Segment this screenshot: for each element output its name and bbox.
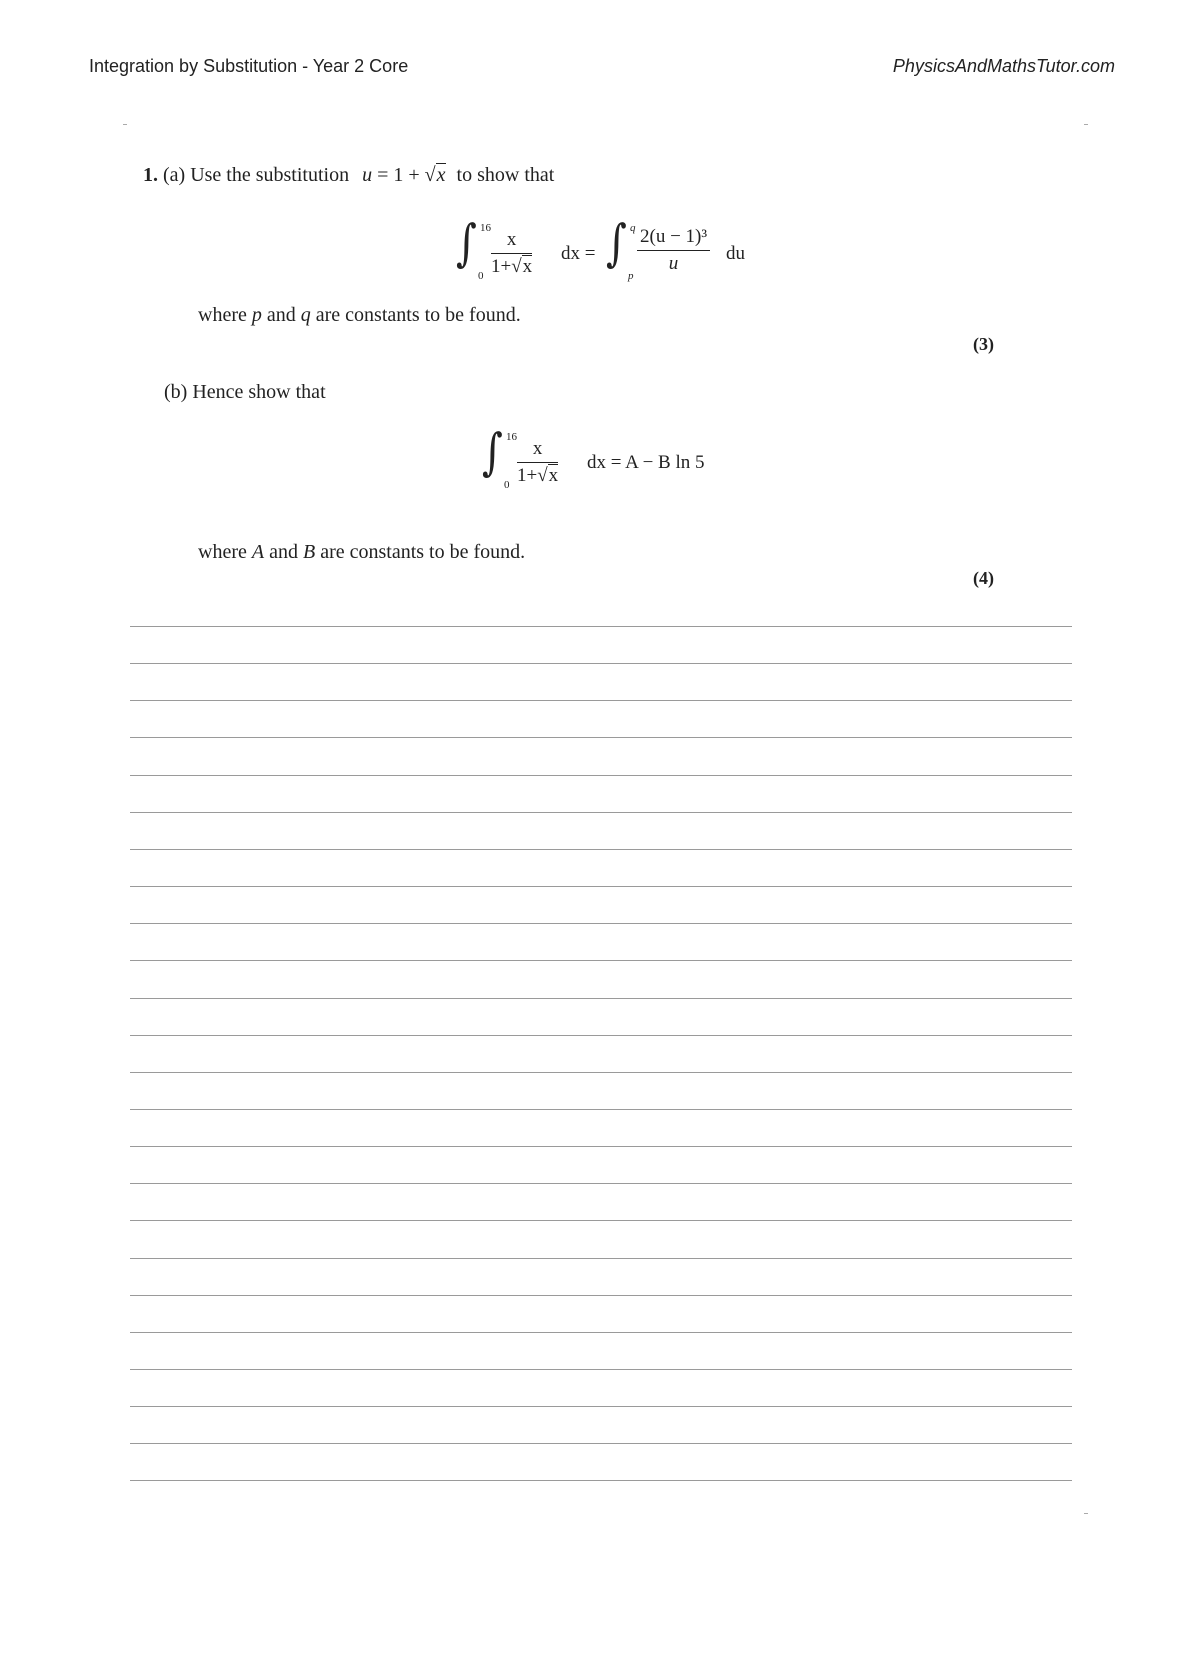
answer-line bbox=[130, 1443, 1072, 1444]
question-a-intro bbox=[143, 164, 554, 187]
answer-line bbox=[130, 1406, 1072, 1407]
integral-sign: ∫ bbox=[606, 214, 627, 272]
fraction-numerator: x bbox=[517, 438, 558, 463]
fraction-denominator: u bbox=[668, 253, 679, 274]
equation-a bbox=[456, 214, 776, 288]
answer-line bbox=[130, 886, 1072, 887]
part-a-intro-pre: Use the substitution bbox=[190, 164, 350, 186]
part-a-label: (a) bbox=[163, 164, 186, 186]
answer-line bbox=[130, 626, 1072, 627]
rhs-expression: dx = A − B ln 5 bbox=[587, 452, 705, 473]
answer-line bbox=[130, 1109, 1072, 1110]
marks-a: (3) bbox=[973, 334, 994, 354]
answer-line bbox=[130, 998, 1072, 999]
substitution-eq: = 1 + bbox=[372, 164, 425, 186]
answer-line bbox=[130, 1035, 1072, 1036]
part-a-intro-post: to show that bbox=[456, 164, 555, 186]
substitution-x: x bbox=[436, 164, 446, 186]
part-a-where: where p and q are constants to be found. bbox=[198, 304, 521, 326]
substitution-u: u bbox=[362, 164, 373, 186]
question-number: 1. bbox=[143, 164, 158, 186]
part-b-label: (b) bbox=[164, 381, 188, 403]
corner-tick-left bbox=[123, 124, 127, 125]
part-b-intro bbox=[164, 381, 326, 404]
marks-b: (4) bbox=[973, 568, 994, 588]
rhs-du: du bbox=[726, 243, 745, 264]
integral-sign: ∫ bbox=[456, 214, 477, 272]
answer-line bbox=[130, 1480, 1072, 1481]
equation-b bbox=[482, 423, 742, 497]
answer-line bbox=[130, 1220, 1072, 1221]
integral-upper-limit: 16 bbox=[506, 431, 517, 443]
integral-upper-limit: q bbox=[630, 222, 636, 234]
answer-line bbox=[130, 1332, 1072, 1333]
answer-line bbox=[130, 812, 1072, 813]
answer-line bbox=[130, 923, 1072, 924]
integral-lower-limit: 0 bbox=[504, 479, 510, 491]
lhs-dx: dx = bbox=[561, 243, 596, 264]
answer-line bbox=[130, 960, 1072, 961]
fraction-b bbox=[517, 438, 558, 487]
corner-tick-bottom bbox=[1084, 1513, 1088, 1514]
answer-line bbox=[130, 775, 1072, 776]
integral-sign: ∫ bbox=[482, 423, 503, 481]
part-b-where: where A and B are constants to be found. bbox=[198, 541, 526, 563]
answer-line bbox=[130, 1295, 1072, 1296]
sqrt-sign: √ bbox=[424, 164, 436, 186]
answer-line bbox=[130, 1146, 1072, 1147]
integral-upper-limit: 16 bbox=[480, 222, 491, 234]
fraction-denominator: 1+√x bbox=[517, 465, 559, 486]
fraction-numerator: x bbox=[491, 229, 532, 254]
answer-line bbox=[130, 849, 1072, 850]
answer-line bbox=[130, 1258, 1072, 1259]
corner-tick-right bbox=[1084, 124, 1088, 125]
fraction-numerator: 2(u − 1)³ bbox=[637, 226, 710, 251]
page-header-right: PhysicsAndMathsTutor.com bbox=[892, 56, 1115, 76]
part-b-intro-text: Hence show that bbox=[192, 381, 326, 403]
integral-lower-limit: 0 bbox=[478, 270, 484, 282]
page-header-left: Integration by Substitution - Year 2 Core bbox=[89, 56, 409, 76]
answer-line bbox=[130, 700, 1072, 701]
answer-line bbox=[130, 663, 1072, 664]
answer-line bbox=[130, 737, 1072, 738]
answer-line bbox=[130, 1072, 1072, 1073]
fraction-lhs bbox=[491, 229, 532, 278]
answer-line bbox=[130, 1183, 1072, 1184]
fraction-rhs bbox=[637, 226, 710, 275]
integral-lower-limit: p bbox=[628, 270, 634, 282]
answer-line bbox=[130, 1369, 1072, 1370]
fraction-denominator: 1+√x bbox=[491, 256, 533, 277]
